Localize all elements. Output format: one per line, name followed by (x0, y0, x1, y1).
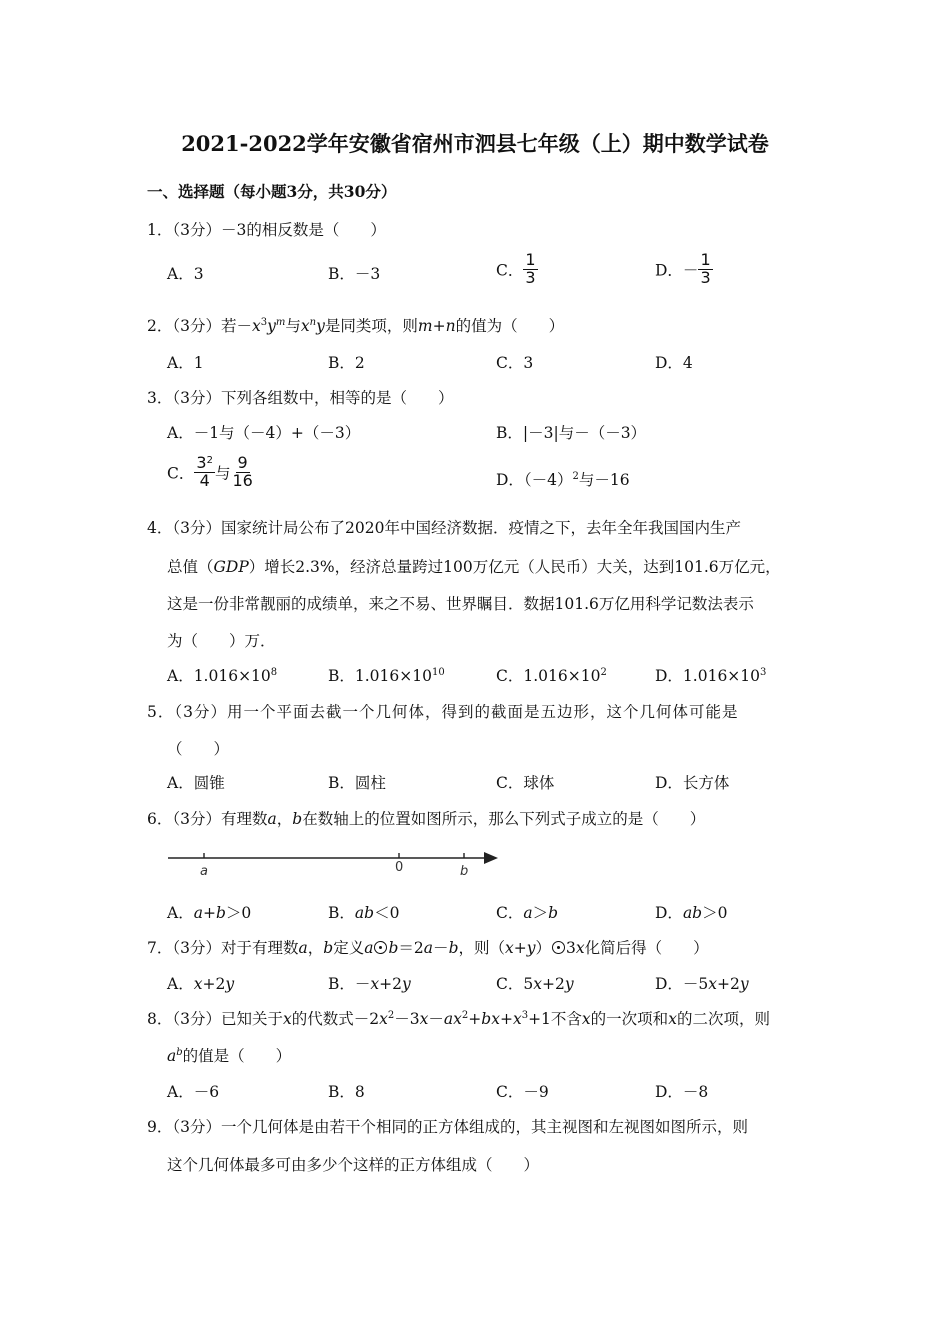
fraction: $\frac{3^2}{4}$ (196, 453, 213, 490)
q1-option-c: C． $\frac{1}{3}$ (496, 250, 536, 287)
q6-option-d: D．ab＞0 (655, 904, 728, 922)
q7-option-b: B．－x+2y (328, 975, 411, 993)
q2-option-c: C．3 (496, 354, 534, 372)
label-0: 0 (395, 860, 404, 875)
q5-option-c: C．球体 (496, 774, 555, 792)
q5-line-2: （ ） (167, 740, 230, 758)
question-2: 2．（3分）若$-x^3y^m$与$x^ny$是同类项，则m+n的值为（ ） (147, 317, 565, 335)
odot-operator-icon (552, 941, 565, 954)
question-6: 6．（3分）有理数a，b在数轴上的位置如图所示，那么下列式子成立的是（ ） (147, 810, 706, 828)
q7-option-c: C．5x+2y (496, 975, 574, 993)
number-line-figure (166, 846, 500, 882)
fraction: $\frac{1}{3}$ (700, 250, 711, 287)
question-3: 3．（3分）下列各组数中，相等的是（ ） (147, 389, 454, 407)
q3-option-c: C． $\frac{3^2}{4}$ 与 $\frac{9}{16}$ (167, 453, 253, 490)
q4-line-3: 这是一份非常靓丽的成绩单，来之不易、世界瞩目．数据101.6万亿用科学记数法表示 (167, 595, 754, 613)
q5-option-d: D．长方体 (655, 774, 730, 792)
q8-option-a: A．－6 (167, 1083, 220, 1101)
q3-option-d: D．$(-4)^2$与－16 (496, 471, 630, 489)
q1-option-d: D．－ $\frac{1}{3}$ (655, 250, 711, 287)
fraction: $\frac{9}{16}$ (232, 453, 253, 490)
question-1: 1．（3分）－3的相反数是（ ） (147, 221, 386, 239)
question-9: 9．（3分）一个几何体是由若干个相同的正方体组成的，其主视图和左视图如图所示，则 (147, 1118, 749, 1136)
q4-option-d: D．$1.016\times 10^3$ (655, 667, 767, 685)
q8-option-b: B．8 (328, 1083, 365, 1101)
q2-option-a: A．1 (167, 354, 204, 372)
q4-option-b: B．$1.016\times 10^{10}$ (328, 667, 445, 685)
q6-option-a: A．a+b＞0 (167, 904, 252, 922)
section-heading: 一、选择题（每小题3分，共30分） (147, 182, 397, 201)
q8-option-c: C．－9 (496, 1083, 549, 1101)
q2-option-b: B．2 (328, 354, 365, 372)
q7-option-d: D．－5x+2y (655, 975, 749, 993)
fraction: $\frac{1}{3}$ (525, 250, 536, 287)
q4-option-a: A．$1.016\times 10^8$ (167, 667, 278, 685)
question-7: 7．（3分）对于有理数a，b定义a b＝2a－b，则（x+y） 3x化简后得（ ） (147, 939, 709, 957)
q2-option-d: D．4 (655, 354, 693, 372)
page-title: 2021-2022学年安徽省宿州市泗县七年级（上）期中数学试卷 (181, 131, 769, 156)
q1-option-a: A．3 (167, 265, 204, 283)
arrow-head (484, 852, 498, 864)
question-8: 8．（3分）已知关于x的代数式$-2x^2-3x-ax^2+bx+x^3+1$不含x的一次项和x的二次项，则 (147, 1010, 770, 1028)
q6-option-c: C．a＞b (496, 904, 559, 922)
q1-option-b: B．－3 (328, 265, 381, 283)
q8-line-2: $a^b$的值是（ ） (167, 1047, 292, 1065)
q6-option-b: B．ab＜0 (328, 904, 400, 922)
question-4: 4．（3分）国家统计局公布了2020年中国经济数据．疫情之下，去年全年我国国内生产 (147, 519, 741, 537)
label-b: b (460, 864, 469, 879)
question-5: 5．（3分）用一个平面去截一个几何体，得到的截面是五边形，这个几何体可能是 (147, 703, 739, 721)
q4-line-2: 总值（GDP）增长2.3%，经济总量跨过100万亿元（人民币）大关，达到101.6万亿元， (167, 558, 781, 576)
q5-option-a: A．圆锥 (167, 774, 225, 792)
q9-line-2: 这个几何体最多可由多少个这样的正方体组成（ ） (167, 1156, 540, 1174)
q4-line-4: 为（ ）万． (167, 632, 276, 650)
q7-option-a: A．x+2y (167, 975, 235, 993)
q5-option-b: B．圆柱 (328, 774, 386, 792)
q4-option-c: C．$1.016\times 10^2$ (496, 667, 607, 685)
label-a: a (200, 864, 208, 879)
q3-option-b: B．|－3|与－（－3） (496, 424, 647, 442)
q8-option-d: D．－8 (655, 1083, 709, 1101)
odot-operator-icon (374, 941, 387, 954)
q3-option-a: A．－1与（－4）+（－3） (167, 424, 361, 442)
